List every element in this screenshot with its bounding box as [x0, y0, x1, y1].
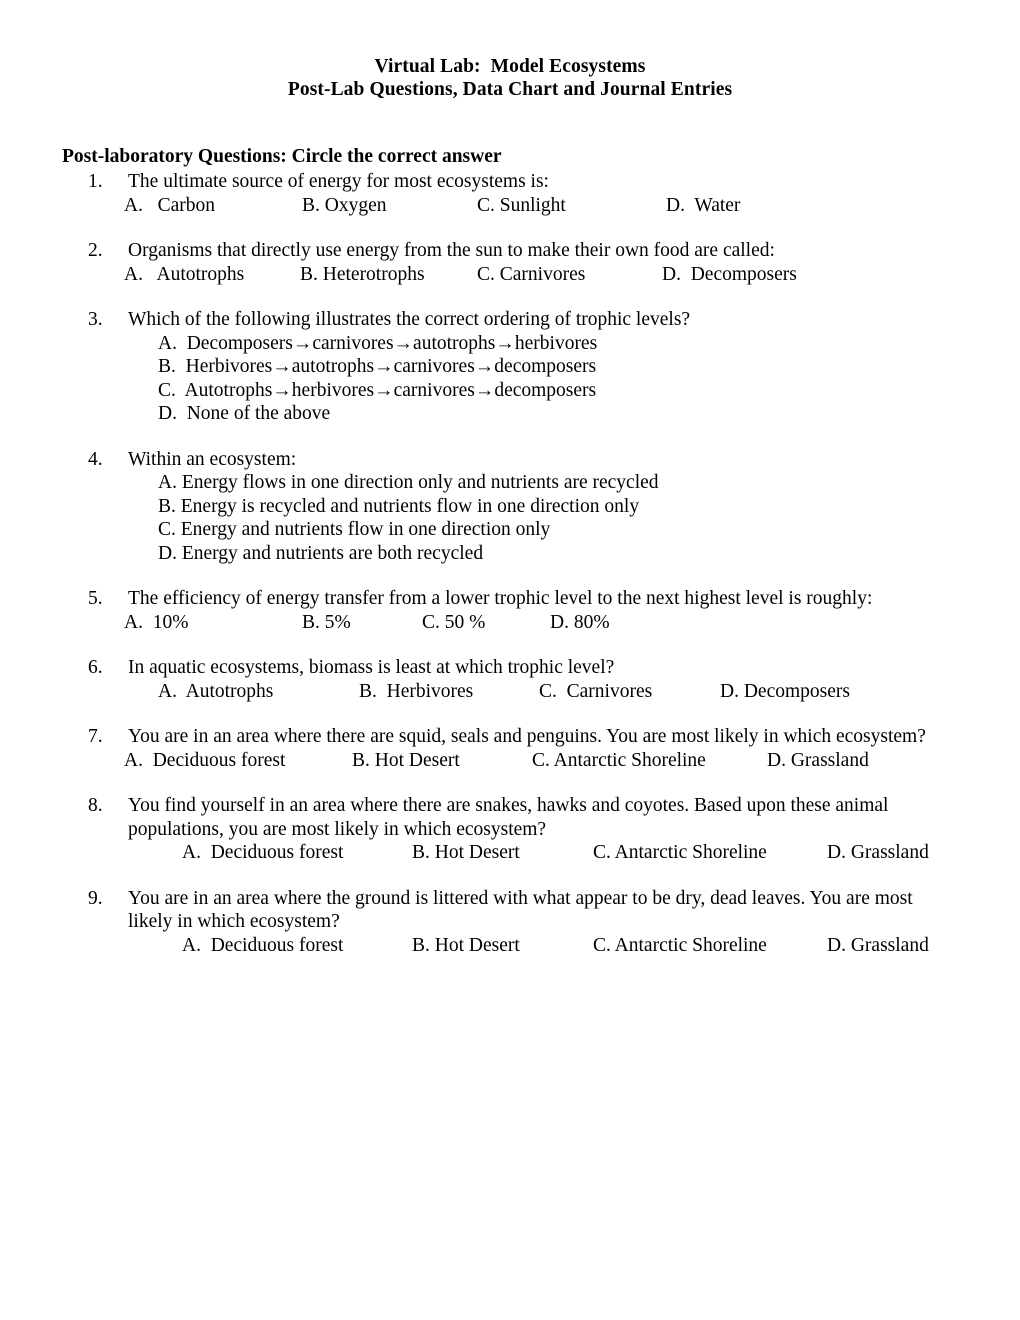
option-2-c[interactable]: C. Carnivores [477, 263, 586, 285]
option-8-b[interactable]: B. Hot Desert [412, 842, 520, 863]
question-item-9 [62, 887, 958, 958]
option-9-d[interactable]: D. Grassland [827, 934, 929, 956]
option-6-d[interactable]: D. Decomposers [720, 680, 850, 702]
question-number-1: 1. [88, 171, 103, 192]
option-1-c[interactable]: C. Sunlight [477, 194, 566, 216]
option-6-c[interactable]: C. Carnivores [539, 680, 653, 702]
question-gap [62, 565, 958, 587]
answer-row-5 [62, 611, 958, 635]
option-9-c[interactable]: C. Antarctic Shoreline [593, 934, 767, 956]
option-3-c[interactable]: C. Autotrophs→herbivores→carnivores→decomposers [158, 379, 597, 401]
document-title-block [62, 55, 958, 101]
answer-stack-4 [62, 471, 958, 565]
question-item-6 [62, 656, 958, 703]
title-spacer [62, 101, 958, 145]
option-7-a[interactable]: A. Deciduous forest [124, 749, 286, 771]
question-number-4: 4. [88, 448, 103, 470]
page-title-line-2: Post-Lab Questions, Data Chart and Journal Entries [287, 79, 733, 100]
question-item-7 [62, 725, 958, 772]
section-heading: Post-laboratory Questions: Circle the correct answer [62, 146, 502, 167]
option-4-a[interactable]: A. Energy flows in one direction only and nutrients are recycled [158, 472, 659, 493]
question-stem-2 [62, 239, 958, 263]
question-stem-3 [62, 308, 958, 332]
option-2-a[interactable]: A. Autotrophs [124, 263, 245, 285]
question-text-7: You are in an area where there are squid, seals and penguins. You are most likely in which ecosystem? [128, 726, 926, 747]
question-text-2: Organisms that directly use energy from the sun to make their own food are called: [128, 240, 775, 261]
option-4-d[interactable]: D. Energy and nutrients are both recycled [158, 542, 484, 564]
option-7-c[interactable]: C. Antarctic Shoreline [532, 749, 706, 771]
answer-row-6 [62, 680, 958, 704]
question-text-3: Which of the following illustrates the correct ordering of trophic levels? [128, 309, 691, 330]
question-gap [62, 426, 958, 448]
option-8-d[interactable]: D. Grassland [827, 842, 929, 863]
question-gap [62, 286, 958, 308]
question-text-9-line-2: likely in which ecosystem? [128, 911, 340, 932]
question-stem-5 [62, 587, 958, 611]
option-7-d[interactable]: D. Grassland [767, 749, 869, 771]
question-text-6: In aquatic ecosystems, biomass is least at which trophic level? [128, 657, 615, 678]
question-item-3 [62, 308, 958, 426]
question-item-1 [62, 170, 958, 217]
option-8-a[interactable]: A. Deciduous forest [182, 842, 344, 863]
option-5-d[interactable]: D. 80% [550, 611, 610, 633]
option-1-d[interactable]: D. Water [666, 194, 741, 216]
question-number-2: 2. [88, 240, 103, 261]
option-4-c[interactable]: C. Energy and nutrients flow in one direction only [158, 519, 551, 540]
question-gap [62, 703, 958, 725]
answer-row-8 [62, 841, 958, 865]
option-9-a[interactable]: A. Deciduous forest [182, 934, 344, 956]
question-stem-9 [62, 887, 958, 934]
question-stem-6 [62, 656, 958, 680]
question-list [62, 170, 958, 957]
question-item-4 [62, 448, 958, 566]
option-6-a[interactable]: A. Autotrophs [158, 680, 274, 702]
question-text-9: You are in an area where the ground is littered with what appear to be dry, dead leaves. You are most [128, 887, 913, 909]
question-stem-1 [62, 170, 958, 194]
question-number-5: 5. [88, 588, 103, 609]
option-7-b[interactable]: B. Hot Desert [352, 749, 460, 771]
option-2-b[interactable]: B. Heterotrophs [300, 263, 425, 285]
option-3-a[interactable]: A. Decomposers→carnivores→autotrophs→herbivores [158, 332, 598, 354]
question-text-8: You find yourself in an area where there are snakes, hawks and coyotes. Based upon these animal [128, 795, 889, 816]
question-stem-8 [62, 794, 958, 841]
question-item-2 [62, 239, 958, 286]
question-gap [62, 217, 958, 239]
option-5-a[interactable]: A. 10% [124, 611, 189, 633]
question-text-5: The efficiency of energy transfer from a lower trophic level to the next highest level is roughly: [128, 588, 873, 609]
question-item-5 [62, 587, 958, 634]
question-gap [62, 772, 958, 794]
answer-row-2 [62, 263, 958, 287]
option-2-d[interactable]: D. Decomposers [662, 263, 797, 285]
page-title-line-1: Virtual Lab: Model Ecosystems [374, 56, 646, 77]
option-9-b[interactable]: B. Hot Desert [412, 934, 520, 956]
question-stem-7 [62, 725, 958, 749]
question-gap [62, 865, 958, 887]
question-number-9: 9. [88, 887, 103, 909]
answer-stack-3 [62, 332, 958, 426]
question-text-1: The ultimate source of energy for most ecosystems is: [128, 171, 549, 192]
option-5-c[interactable]: C. 50 % [422, 611, 486, 633]
answer-row-9 [62, 934, 958, 958]
question-text-8-line-2: populations, you are most likely in which ecosystem? [128, 818, 547, 840]
option-1-a[interactable]: A. Carbon [124, 194, 215, 216]
question-number-7: 7. [88, 726, 103, 747]
option-3-d[interactable]: D. None of the above [158, 403, 331, 424]
question-stem-4 [62, 448, 958, 472]
question-number-8: 8. [88, 795, 103, 816]
option-6-b[interactable]: B. Herbivores [359, 680, 474, 702]
question-item-8 [62, 794, 958, 865]
question-number-3: 3. [88, 309, 103, 330]
option-5-b[interactable]: B. 5% [302, 611, 351, 633]
question-number-6: 6. [88, 657, 103, 678]
option-3-b[interactable]: B. Herbivores→autotrophs→carnivores→decomposers [158, 356, 597, 377]
question-text-4: Within an ecosystem: [128, 448, 297, 470]
answer-row-7 [62, 749, 958, 773]
option-1-b[interactable]: B. Oxygen [302, 194, 387, 216]
answer-row-1 [62, 194, 958, 218]
option-4-b[interactable]: B. Energy is recycled and nutrients flow in one direction only [158, 495, 640, 517]
question-gap [62, 634, 958, 656]
option-8-c[interactable]: C. Antarctic Shoreline [593, 842, 767, 863]
